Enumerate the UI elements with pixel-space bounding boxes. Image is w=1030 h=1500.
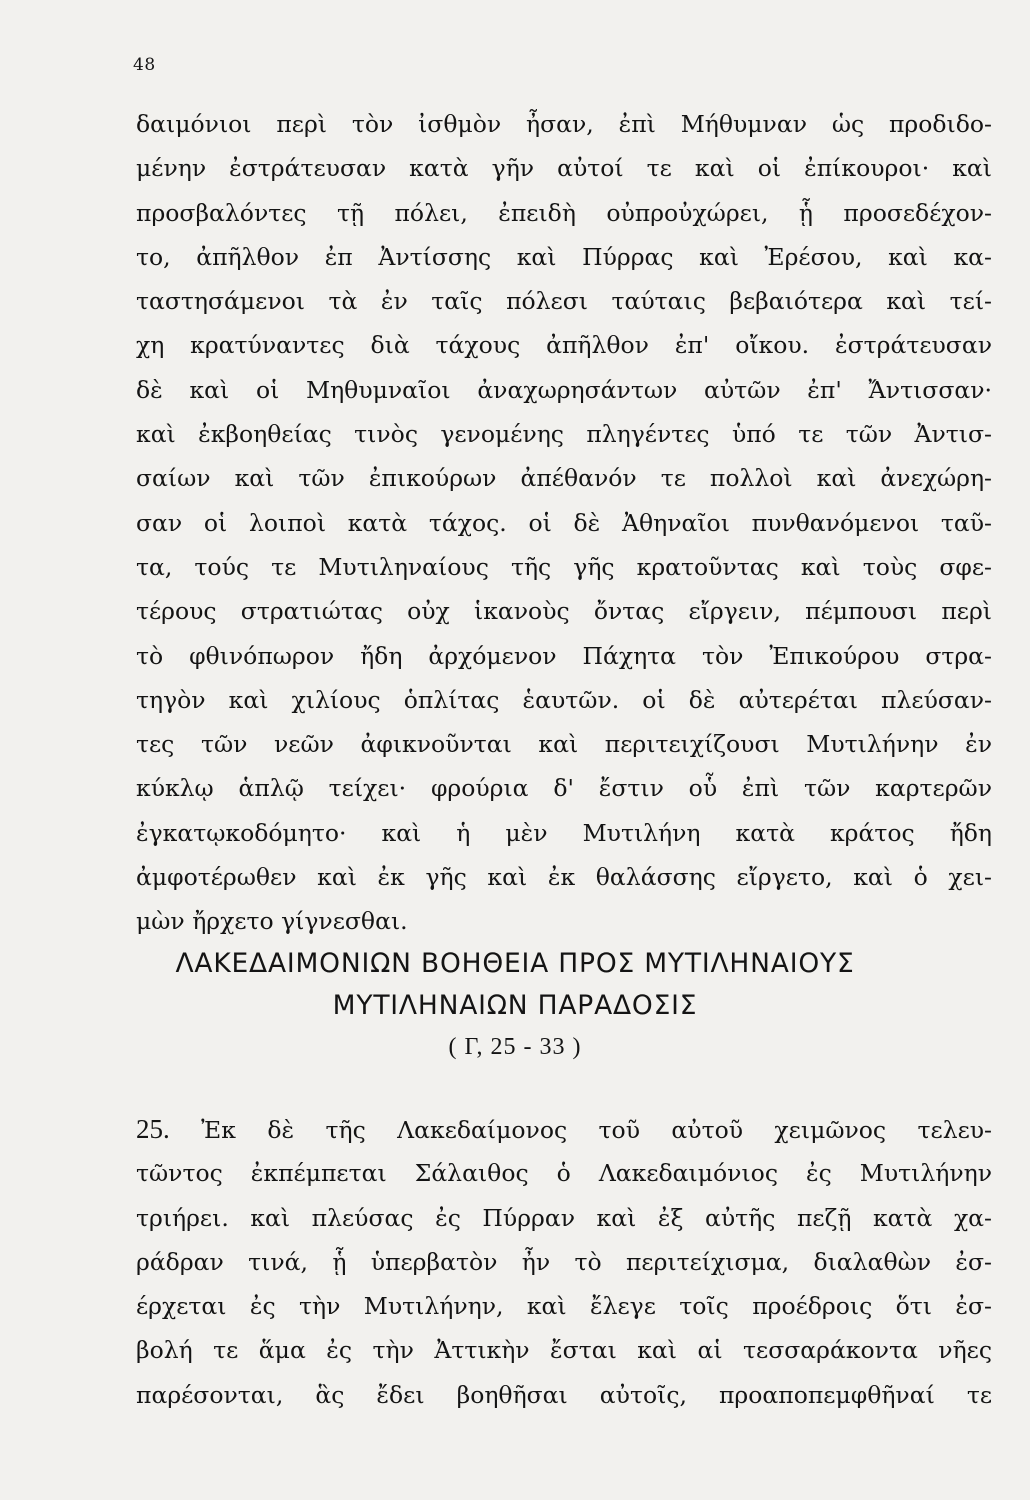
section-heading-line-1: ΛΑΚΕΔΑΙΜΟΝΙΩΝ ΒΟΗΘΕΙΑ ΠΡΟΣ ΜΥΤΙΛΗΝΑΙΟΥΣ bbox=[175, 948, 855, 979]
text-line: σαν οἱ λοιποὶ κατὰ τάχος. οἱ δὲ Ἀθηναῖοι πυνθανόμενοι ταῦ- bbox=[136, 508, 992, 537]
text-line: τα, τούς τε Μυτιληναίους τῆς γῆς κρατοῦντας καὶ τοὺς σφε- bbox=[136, 552, 992, 581]
text-line: τέρους στρατιώτας οὐχ ἱκανοὺς ὄντας εἴργειν, πέμπουσι περὶ bbox=[136, 597, 992, 626]
text-line: τριήρει. καὶ πλεύσας ἐς Πύρραν καὶ ἐξ αὐτῆς πεζῇ κατὰ χα- bbox=[136, 1203, 992, 1232]
chapter-first-line-text: Ἐκ δὲ τῆς Λακεδαίμονος τοῦ αὐτοῦ χειμῶνος τελευ- bbox=[169, 1116, 992, 1144]
text-line: παρέσονται, ἃς ἔδει βοηθῆσαι αὐτοῖς, προαποπεμφθῆναί τε bbox=[136, 1380, 992, 1409]
page-number: 48 bbox=[133, 55, 156, 75]
passage-text bbox=[136, 102, 992, 944]
section-reference: ( Γ, 25 - 33 ) bbox=[448, 1034, 582, 1060]
text-line: έρχεται ἐς τὴν Μυτιλήνην, καὶ ἔλεγε τοῖς προέδροις ὅτι ἐσ- bbox=[136, 1292, 992, 1321]
section-heading-line-2: ΜΥΤΙΛΗΝΑΙΩΝ ΠΑΡΑΔΟΣΙΣ bbox=[332, 990, 698, 1021]
text-line: ράδραν τινά, ᾗ ὑπερβατὸν ἦν τὸ περιτείχισμα, διαλαθὼν ἐσ- bbox=[136, 1247, 992, 1276]
chapter-text bbox=[136, 1107, 992, 1417]
chapter-number: 25. bbox=[136, 1114, 170, 1144]
text-line: προσβαλόντες τῇ πόλει, ἐπειδὴ οὐπροὐχώρει, ᾗ προσεδέχον- bbox=[136, 198, 992, 227]
text-line: το, ἀπῆλθον ἐπ Ἀντίσσης καὶ Πύρρας καὶ Ἐρέσου, καὶ κα- bbox=[136, 242, 992, 271]
text-line: κύκλῳ ἁπλῷ τείχει· φρούρια δ' ἔστιν οὗ ἐπὶ τῶν καρτερῶν bbox=[136, 774, 992, 803]
text-line: ταστησάμενοι τὰ ἐν ταῖς πόλεσι ταύταις βεβαιότερα καὶ τεί- bbox=[136, 287, 992, 316]
chapter-first-line bbox=[136, 1107, 992, 1151]
text-line: καὶ ἐκβοηθείας τινὸς γενομένης πληγέντες ὑπό τε τῶν Ἀντισ- bbox=[136, 420, 992, 449]
text-line: σαίων καὶ τῶν ἐπικούρων ἀπέθανόν τε πολλοὶ καὶ ἀνεχώρη- bbox=[136, 464, 992, 493]
text-line: τες τῶν νεῶν ἀφικνοῦνται καὶ περιτειχίζουσι Μυτιλήνην ἐν bbox=[136, 730, 992, 759]
text-line: ἀμφοτέρωθεν καὶ ἐκ γῆς καὶ ἐκ θαλάσσης εἴργετο, καὶ ὁ χει- bbox=[136, 863, 992, 892]
text-line: τὸ φθινόπωρον ἤδη ἀρχόμενον Πάχητα τὸν Ἐπικούρου στρα- bbox=[136, 641, 992, 670]
text-line: μὼν ἤρχετο γίγνεσθαι. bbox=[136, 907, 408, 936]
text-line: μένην ἐστράτευσαν κατὰ γῆν αὐτοί τε καὶ οἱ ἐπίκουροι· καὶ bbox=[136, 154, 992, 183]
text-line: ἐγκατῳκοδόμητο· καὶ ἡ μὲν Μυτιλήνη κατὰ κράτος ἤδη bbox=[136, 818, 992, 847]
text-line: χη κρατύναντες διὰ τάχους ἀπῆλθον ἐπ' οἴκου. ἐστράτευσαν bbox=[136, 331, 992, 360]
text-line: δαιμόνιοι περὶ τὸν ἰσθμὸν ἦσαν, ἐπὶ Μήθυμναν ὡς προδιδο- bbox=[136, 110, 992, 138]
text-line: τηγὸν καὶ χιλίους ὁπλίτας ἑαυτῶν. οἱ δὲ αὐτερέται πλεύσαν- bbox=[136, 685, 992, 714]
text-line: δὲ καὶ οἱ Μηθυμναῖοι ἀναχωρησάντων αὐτῶν ἐπ' Ἄντισσαν· bbox=[136, 375, 992, 404]
text-line: βολή τε ἅμα ἐς τὴν Ἀττικὴν ἔσται καὶ αἱ τεσσαράκοντα νῆες bbox=[136, 1336, 992, 1365]
text-line: τῶντος ἐκπέμπεται Σάλαιθος ὁ Λακεδαιμόνιος ἐς Μυτιλήνην bbox=[136, 1159, 992, 1188]
